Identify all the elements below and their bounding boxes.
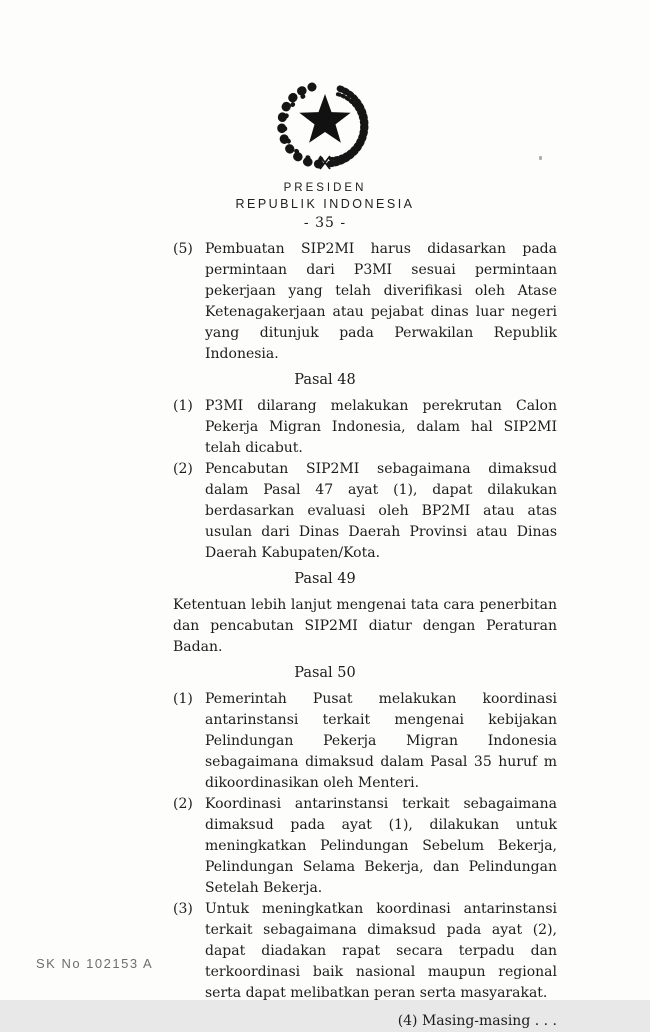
numbered-clause	[173, 459, 557, 564]
org-title-line2: REPUBLIK INDONESIA	[235, 197, 415, 211]
article-paragraph: Ketentuan lebih lanjut mengenai tata cara penerbitan dan pencabutan SIP2MI diatur dengan Peraturan Badan.	[173, 597, 557, 655]
clause-text: Untuk meningkatkan koordinasi antarinstansi terkait sebagaimana dimaksud pada ayat (2), dapat diadakan rapat secara terpadu dan terkoordinasi baik nasional maupun regional serta dapat melibatkan peran serta masyarakat.	[205, 901, 557, 1001]
clause-number: (1)	[173, 398, 193, 414]
numbered-clause	[173, 794, 557, 899]
article-heading-pasal-50: Pasal 50	[294, 665, 356, 681]
page-header	[0, 0, 650, 231]
numbered-clause	[173, 899, 557, 1004]
clause-text: P3MI dilarang melakukan perekrutan Calon Pekerja Migran Indonesia, dalam hal SIP2MI telah dicabut.	[205, 398, 557, 456]
clause-text: Pencabutan SIP2MI sebagaimana dimaksud dalam Pasal 47 ayat (1), dapat dilakukan berdasarkan evaluasi oleh BP2MI atau atas usulan dari Dinas Daerah Provinsi atau Dinas Daerah Kabupaten/Kota.	[205, 461, 557, 561]
document-body	[0, 239, 650, 1032]
clause-number: (3)	[173, 901, 193, 917]
page-number: - 35 -	[303, 215, 347, 231]
star-icon	[299, 94, 350, 143]
org-title-line1: PRESIDEN	[283, 182, 367, 194]
catchword-next-page: (4) Masing-masing . . .	[397, 1013, 557, 1029]
clause-text: Pembuatan SIP2MI harus didasarkan pada permintaan dari P3MI sesuai permintaan pekerjaan yang telah diverifikasi oleh Atase Ketenagakerjaan atau pejabat dinas luar negeri yang ditunjuk pada Perwakilan Republik Indonesia.	[205, 241, 557, 362]
presidential-seal-icon	[275, 73, 375, 173]
clause-text: Pemerintah Pusat melakukan koordinasi antarinstansi terkait mengenai kebijakan Pelindungan Pekerja Migran Indonesia sebagaimana dimaksud dalam Pasal 35 huruf m dikoordinasikan oleh Menteri.	[205, 691, 557, 791]
clause-text: Koordinasi antarinstansi terkait sebagaimana dimaksud pada ayat (1), dilakukan untuk meningkatkan Pelindungan Sebelum Bekerja, Pelindungan Selama Bekerja, dan Pelindungan Setelah Bekerja.	[205, 796, 557, 896]
numbered-clause	[173, 689, 557, 794]
clause-number: (2)	[173, 796, 193, 812]
clause-number: (1)	[173, 691, 193, 707]
clause-number: (2)	[173, 461, 193, 477]
article-heading-pasal-48: Pasal 48	[294, 372, 356, 388]
numbered-clause	[173, 239, 557, 365]
article-heading-pasal-49: Pasal 49	[294, 571, 356, 587]
scan-artifact	[539, 156, 542, 160]
document-control-number: SK No 102153 A	[36, 956, 154, 971]
numbered-clause	[173, 396, 557, 459]
clause-number: (5)	[173, 241, 193, 257]
